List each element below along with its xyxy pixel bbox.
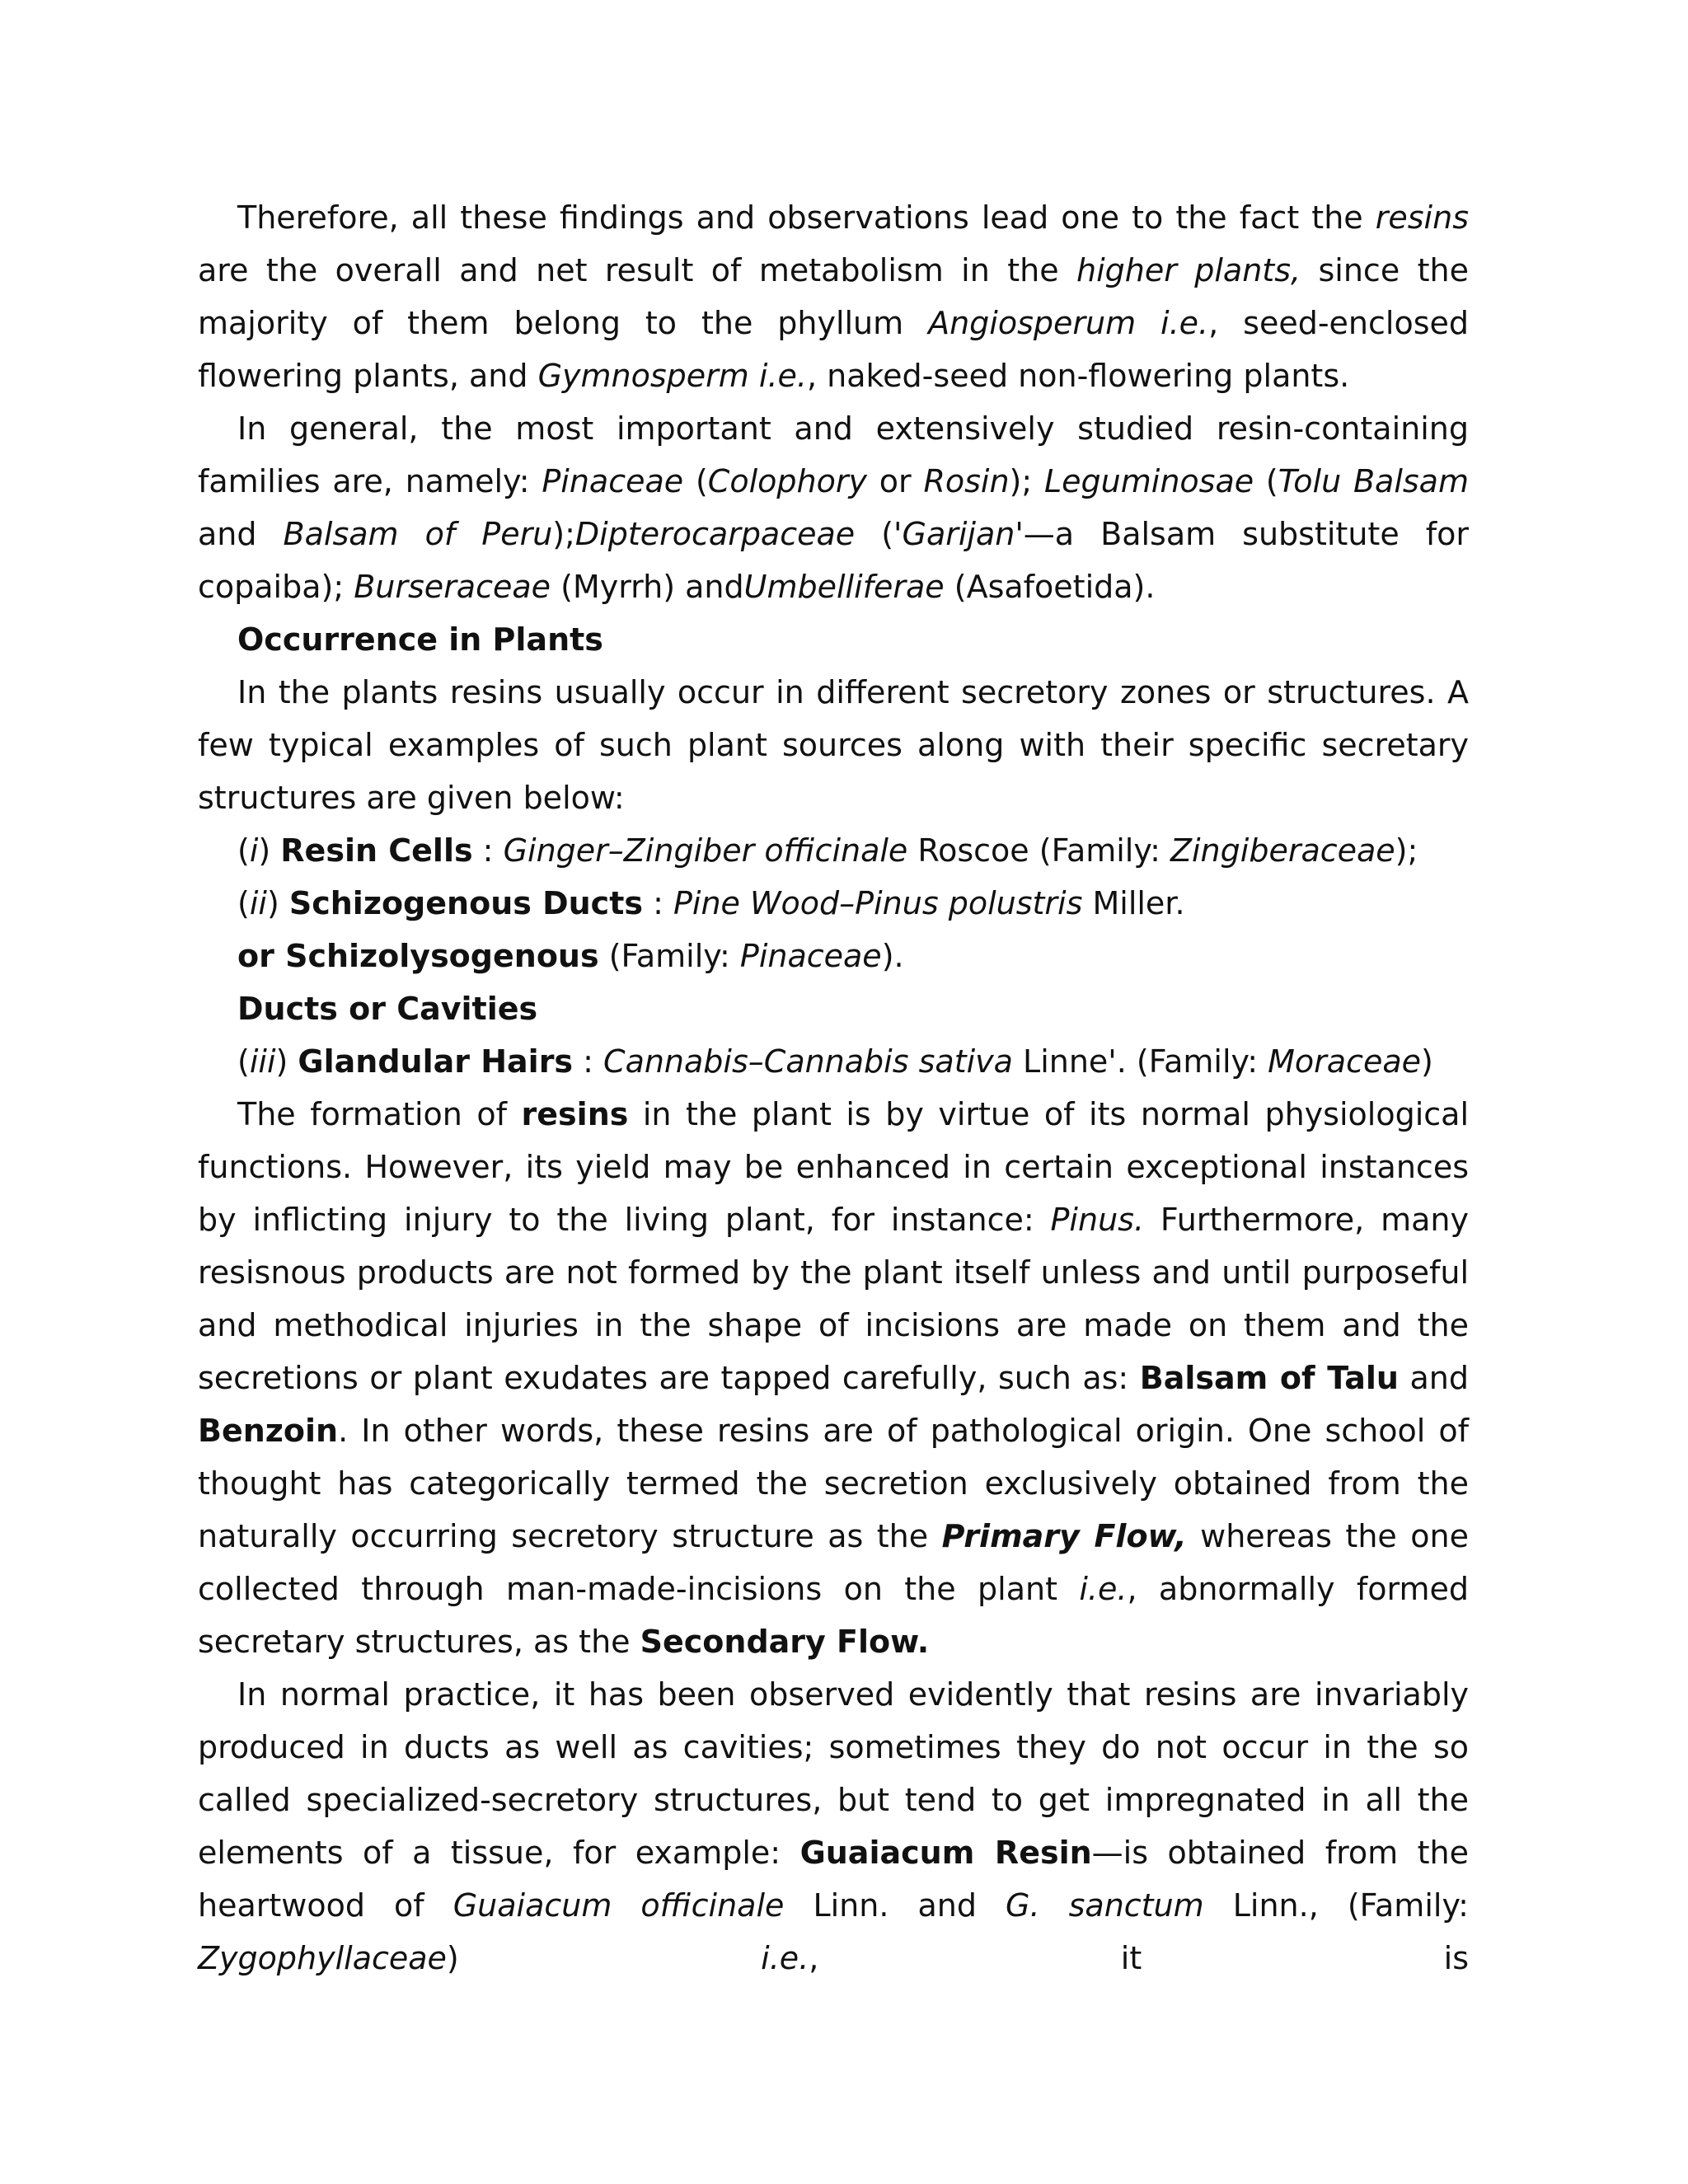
text-segment: Pinus. [1050,1202,1145,1238]
text-segment: resins [521,1096,629,1132]
text-segment: . In other words, these resins are of pathological origin. One school of thought has categorically termed the secretion exclusively obtained from the naturally occurring secretory structure as the [198,1413,1469,1554]
text-segment: in the plant is by virtue of its normal physiological functions. However, its yield may be enhanced in certain exceptional instances by inflicting injury to the living plant, for instance: [198,1096,1469,1238]
text-segment: resins [1375,199,1469,236]
text-segment: Resin Cells [280,832,473,869]
text-segment: Occurrence in Plants [237,621,603,658]
text-segment: are the overall and net result of metabolism in the [198,252,1076,288]
text-segment: Balsam of Talu [1139,1360,1399,1396]
text-segment: since the majority of them belong to the phyllum [198,252,1469,341]
text-segment: Furthermore, many resisnous products are not formed by the plant itself unless and until purposeful and methodical injuries in the shape of incisions are made on them and the secretions or plant exudates are tapped carefully, such as: [198,1202,1469,1396]
text-segment: (Myrrh) and [551,569,744,605]
item-glandular [198,1035,1469,1088]
item-schizogenous [198,877,1469,930]
text-segment: Moraceae [1268,1043,1422,1080]
para-therefore [198,191,1469,402]
text-segment: higher plants, [1076,252,1301,288]
text-segment: Pine Wood–Pinus polustris [673,885,1083,921]
text-segment: Zygophyllaceae [198,1940,447,1976]
text-segment: In the plants resins usually occur in different secretory zones or structures. A few typical examples of such plant sources along with their specific secretary structures are given below: [198,674,1469,816]
text-segment: ) [258,832,281,869]
document-page [198,191,1469,1985]
text-segment: Roscoe (Family: [907,832,1170,869]
text-segment: G. sanctum [1006,1887,1204,1924]
text-segment: (' [855,516,903,552]
text-segment: In general, the most important and extensively studied resin-containing families are, namely: [198,410,1469,499]
text-segment: whereas the one collected through man-made-incisions on the plant [198,1518,1469,1607]
text-segment: or [866,463,924,499]
text-segment: i [249,832,259,869]
text-segment: Secondary Flow. [640,1624,930,1660]
text-segment: ); [1009,463,1044,499]
para-plants [198,666,1469,824]
para-families [198,402,1469,613]
text-segment: Primary Flow, [941,1518,1187,1554]
item-schizolysogenous [198,930,1469,982]
text-segment: , abnormally formed secretary structures, as the [198,1571,1470,1660]
text-segment: —is obtained from the heartwood of [198,1835,1469,1924]
text-segment: ii [249,885,267,921]
text-segment: Umbelliferae [743,569,945,605]
text-segment: ) [266,885,289,921]
text-segment: Guaiacum officinale [452,1887,785,1924]
text-segment: Cannabis–Cannabis sativa [603,1043,1013,1080]
text-segment: Ducts or Cavities [237,991,538,1027]
text-segment: and [198,516,284,552]
text-segment: or Schizolysogenous [237,938,599,974]
text-segment: Glandular Hairs [298,1043,574,1080]
text-segment: Benzoin [198,1413,339,1449]
text-segment: Linn. and [784,1887,1006,1924]
text-segment: Linn., (Family: [1203,1887,1469,1924]
text-segment: Ginger–Zingiber officinale [503,832,908,869]
item-resin-cells [198,824,1469,877]
text-segment [942,1518,1187,1554]
text-segment: Leguminosae [1043,463,1254,499]
text-segment: The formation of [237,1096,522,1132]
text-segment: '—a Balsam substitute for copaiba); [198,516,1469,605]
text-segment: , it is [809,1940,1469,1976]
text-segment: : [472,832,504,869]
text-segment: Miller. [1082,885,1185,921]
text-segment: i.e. [761,1940,809,1976]
text-segment: , seed-enclosed flowering plants, and [198,305,1470,394]
text-segment: ) [1421,1043,1433,1080]
text-segment: ( [237,832,250,869]
text-segment: ( [237,1043,250,1080]
text-segment: Zingiberaceae [1170,832,1395,869]
text-segment: : [573,1043,604,1080]
text-segment: Colophory [707,463,867,499]
text-segment: ); [1395,832,1418,869]
text-segment: ( [1254,463,1278,499]
text-segment: i.e. [1079,1571,1128,1607]
text-segment: Guaiacum Resin [799,1835,1092,1871]
text-segment: Rosin [923,463,1010,499]
text-segment: ) [275,1043,298,1080]
text-segment: ( [683,463,708,499]
text-segment: Dipterocarpaceae [574,516,856,552]
text-segment: Balsam of Peru [283,516,553,552]
text-segment: Pinaceae [542,463,684,499]
text-segment: Therefore, all these findings and observations lead one to the fact the [237,199,1376,236]
text-segment: and [1398,1360,1469,1396]
text-segment: ). [881,938,904,974]
text-segment: Schizogenous Ducts [288,885,643,921]
text-segment: Garijan [902,516,1015,552]
para-formation [198,1088,1469,1668]
text-segment: (Family: [598,938,740,974]
text-segment: Linne'. (Family: [1012,1043,1268,1080]
text-segment: ( [237,885,250,921]
text-segment: iii [249,1043,276,1080]
text-segment: In normal practice, it has been observed evidently that resins are invariably produced in ducts as well as cavities; sometimes they do not occur in the so called specialized-secretory structures, but tend to get impregnated in all the elements of a tissue, for example: [198,1676,1469,1871]
text-segment: Angiosperum i.e. [928,305,1209,341]
text-segment: (Asafoetida). [944,569,1156,605]
para-normal-practice [198,1668,1469,1985]
item-ducts-cavities [198,982,1469,1035]
text-segment: Tolu Balsam [1278,463,1469,499]
text-segment: ) [446,1940,762,1976]
text-segment: Gymnosperm i.e. [537,358,807,394]
heading-occurrence [198,613,1469,666]
text-segment: ); [552,516,575,552]
text-segment: : [643,885,673,921]
text-segment: , naked-seed non-flowering plants. [807,358,1350,394]
text-segment: Burseraceae [354,569,551,605]
text-segment: Pinaceae [739,938,882,974]
